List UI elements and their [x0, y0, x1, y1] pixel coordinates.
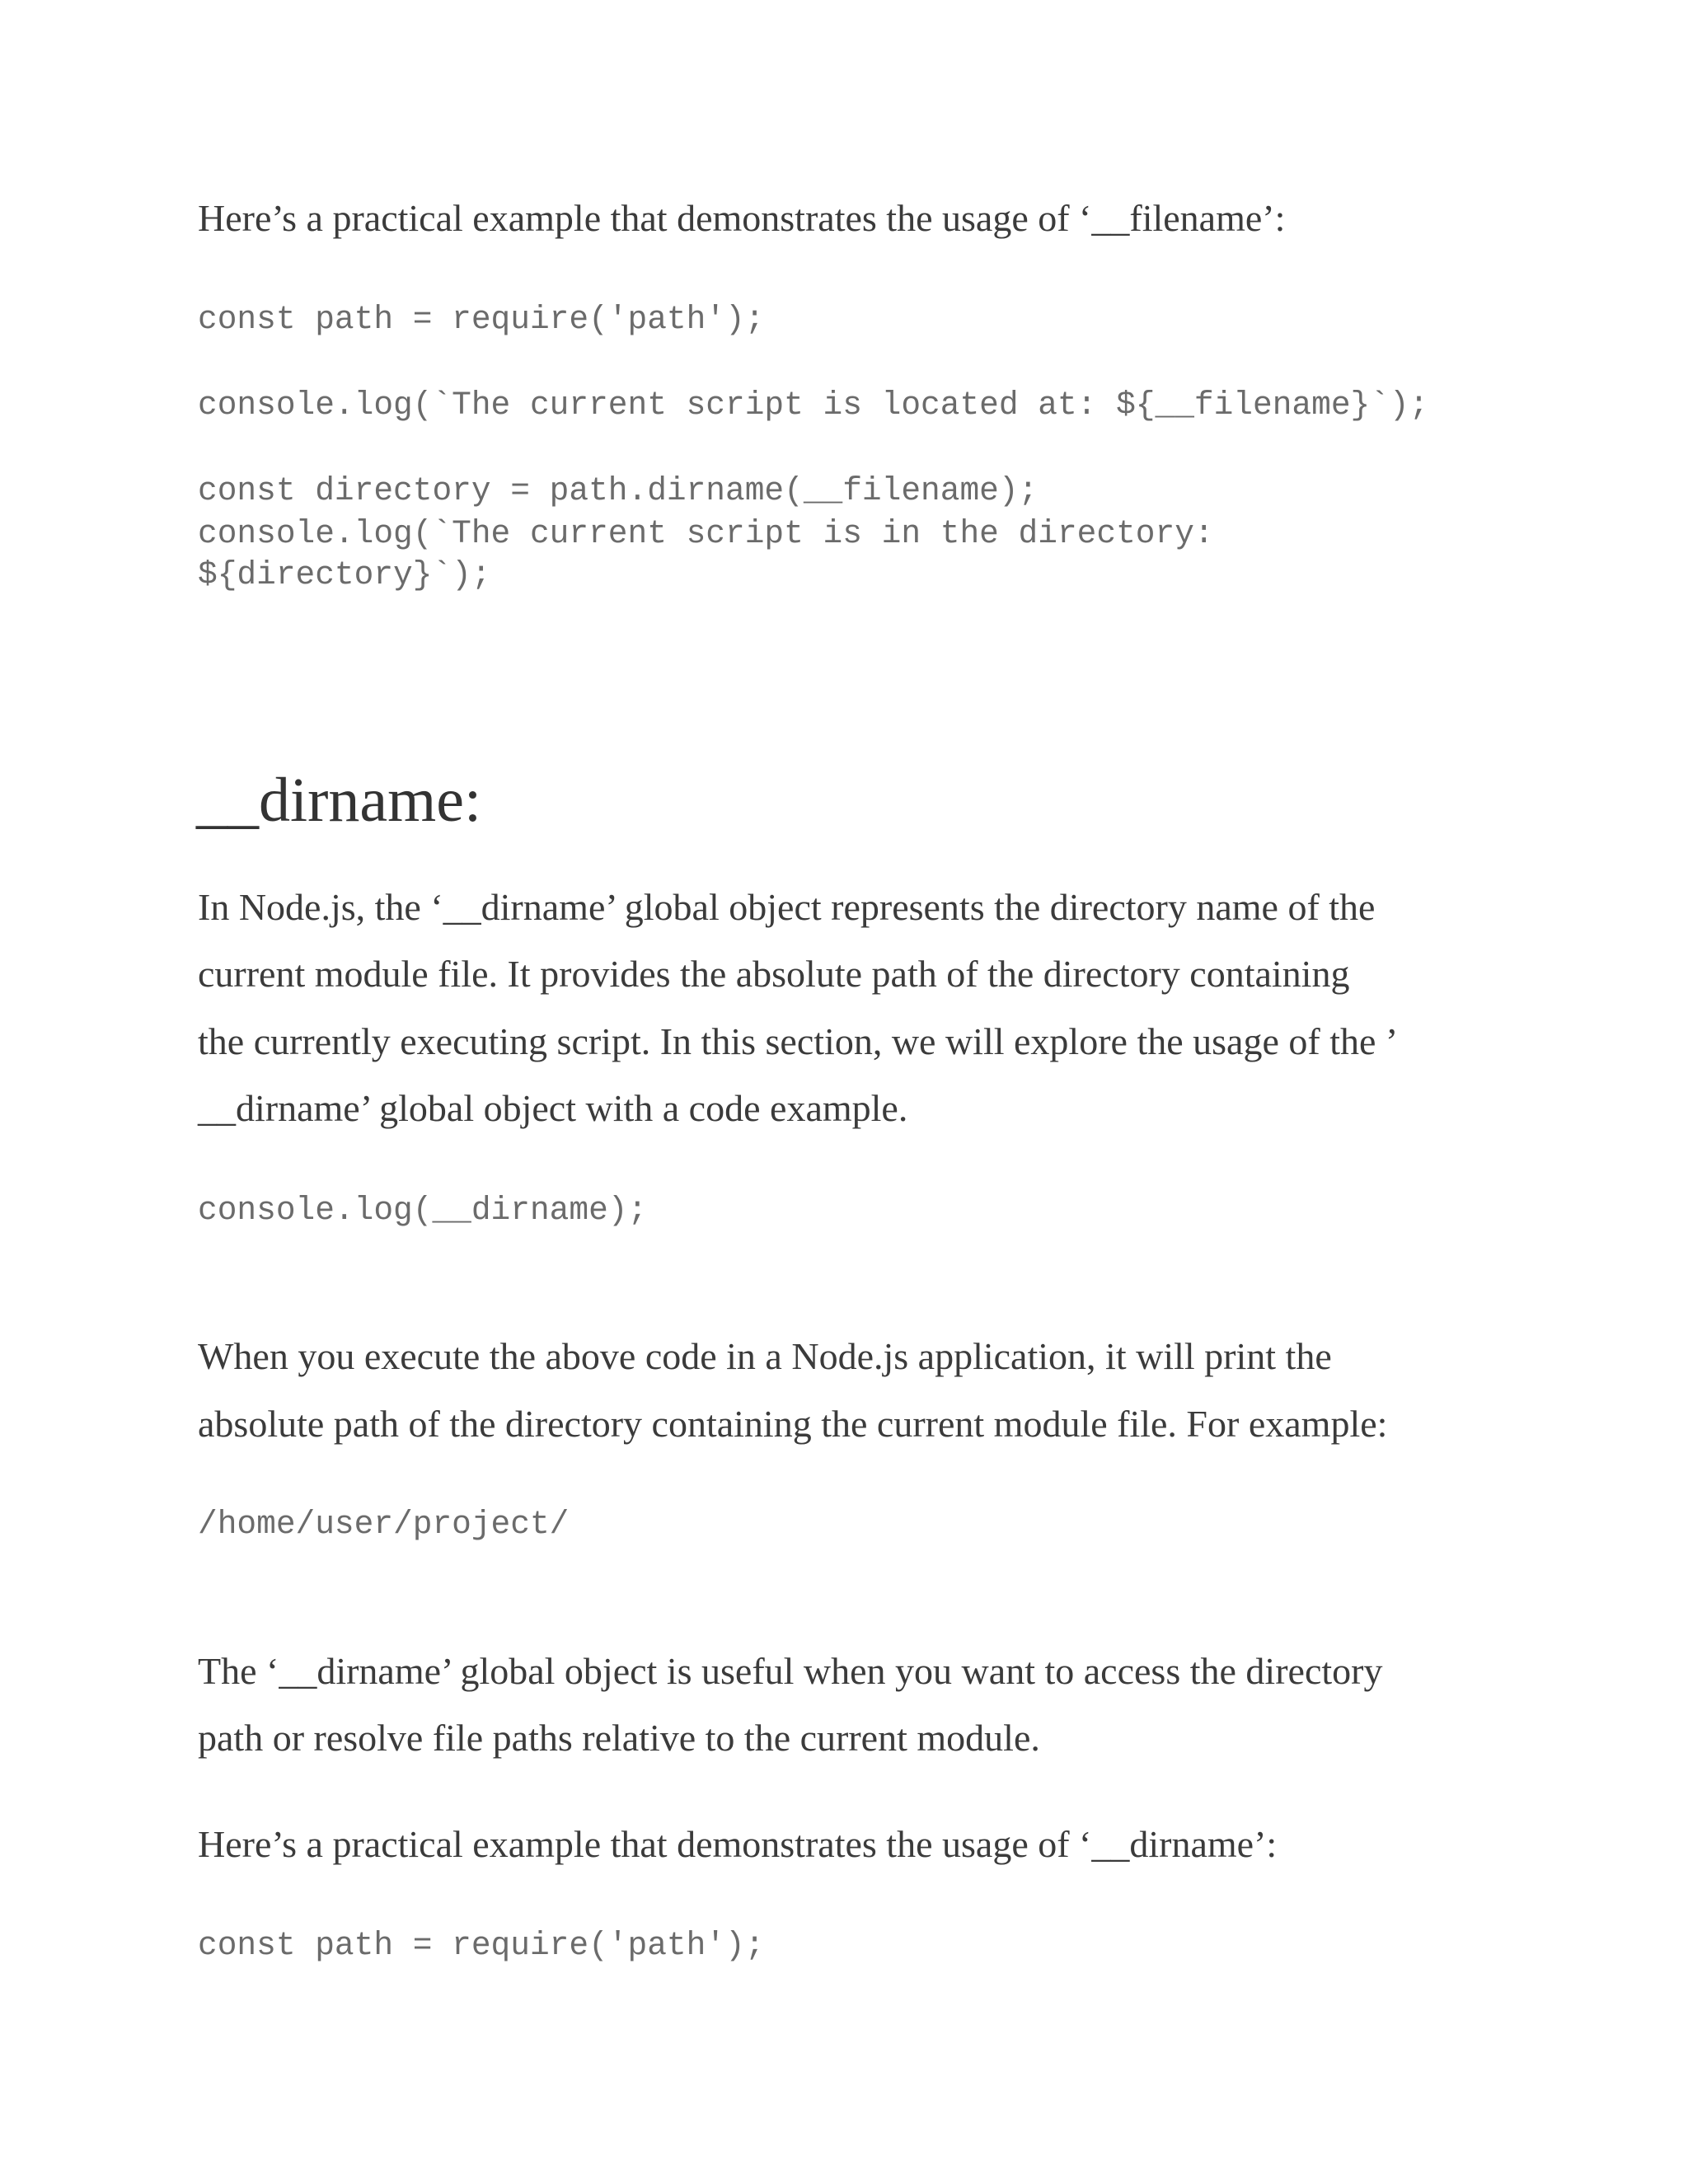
- dirname-description-line: the currently executing script. In this section, we will explore the usage of the ’: [198, 1020, 1399, 1062]
- execution-explanation-line: absolute path of the directory containing the current module file. For example:: [198, 1403, 1388, 1445]
- example-output-path: /home/user/project/: [198, 1506, 570, 1543]
- code-line-directory-template: ${directory}`);: [198, 556, 491, 593]
- usefulness-line: The ‘__dirname’ global object is useful when you want to access the directory: [198, 1650, 1383, 1692]
- code-line-const-directory: const directory = path.dirname(__filename);: [198, 472, 1039, 509]
- dirname-example-intro: Here’s a practical example that demonstrates the usage of ‘__dirname’:: [198, 1823, 1278, 1865]
- dirname-description-line: current module file. It provides the absolute path of the directory containing: [198, 953, 1350, 995]
- code-line-require-path-2: const path = require('path');: [198, 1927, 765, 1964]
- code-line-log-directory: console.log(`The current script is in the directory:: [198, 515, 1214, 552]
- dirname-description-line: __dirname’ global object with a code example.: [198, 1087, 908, 1129]
- filename-example-intro: Here’s a practical example that demonstrates the usage of ‘__filename’:: [198, 197, 1286, 239]
- section-heading-dirname: __dirname:: [196, 766, 482, 835]
- dirname-description-line: In Node.js, the ‘__dirname’ global object represents the directory name of the: [198, 886, 1376, 928]
- code-line-require-path: const path = require('path');: [198, 301, 765, 338]
- usefulness-line: path or resolve file paths relative to the current module.: [198, 1717, 1040, 1759]
- code-line-log-dirname: console.log(__dirname);: [198, 1192, 648, 1229]
- execution-explanation-line: When you execute the above code in a Node.js application, it will print the: [198, 1335, 1332, 1377]
- code-line-log-filename: console.log(`The current script is located at: ${__filename}`);: [198, 387, 1429, 424]
